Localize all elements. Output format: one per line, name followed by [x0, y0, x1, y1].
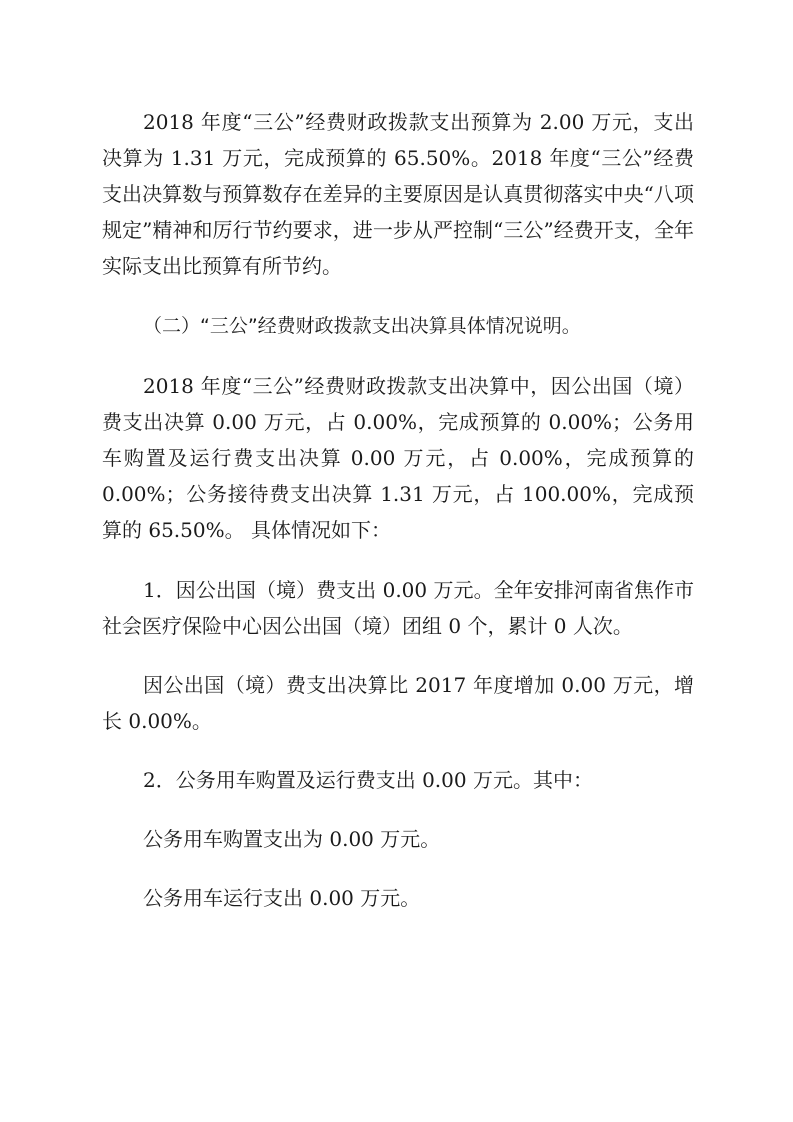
- paragraph-budget-summary: 2018 年度“三公”经费财政拨款支出预算为 2.00 万元，支出决算为 1.31 万元，完成预算的 65.50%。2018 年度“三公”经费支出决算数与预算数存在差异的主要原因是认真贯彻落实中央“八项规定”精神和厉行节约要求，进一步从严控制“三公”经费开支，全年实际支出比预算有所节约。: [102, 110, 694, 278]
- paragraph-overseas-comparison: 因公出国（境）费支出决算比 2017 年度增加 0.00 万元，增长 0.00%。: [102, 673, 694, 733]
- paragraph-expenditure-detail: 2018 年度“三公”经费财政拨款支出决算中，因公出国（境）费支出决算 0.00 万元，占 0.00%，完成预算的 0.00%；公务用车购置及运行费支出决算 0.00 万元，占 0.00%，完成预算的 0.00%；公务接待费支出决算 1.31 万元，占 100.00%，完成预算的 65.50%。 具体情况如下：: [102, 374, 694, 542]
- paragraph-vehicle-purchase: 公务用车购置支出为 0.00 万元。: [143, 827, 441, 851]
- paragraph-overseas-travel: 1．因公出国（境）费支出 0.00 万元。全年安排河南省焦作市社会医疗保险中心因公出国（境）团组 0 个，累计 0 人次。: [102, 578, 694, 638]
- section-heading: （二）“三公”经费财政拨款支出决算具体情况说明。: [143, 315, 581, 337]
- paragraph-vehicle-expenses: 2．公务用车购置及运行费支出 0.00 万元。其中：: [143, 768, 593, 792]
- paragraph-vehicle-operation: 公务用车运行支出 0.00 万元。: [143, 886, 421, 910]
- document-body: [102, 104, 694, 916]
